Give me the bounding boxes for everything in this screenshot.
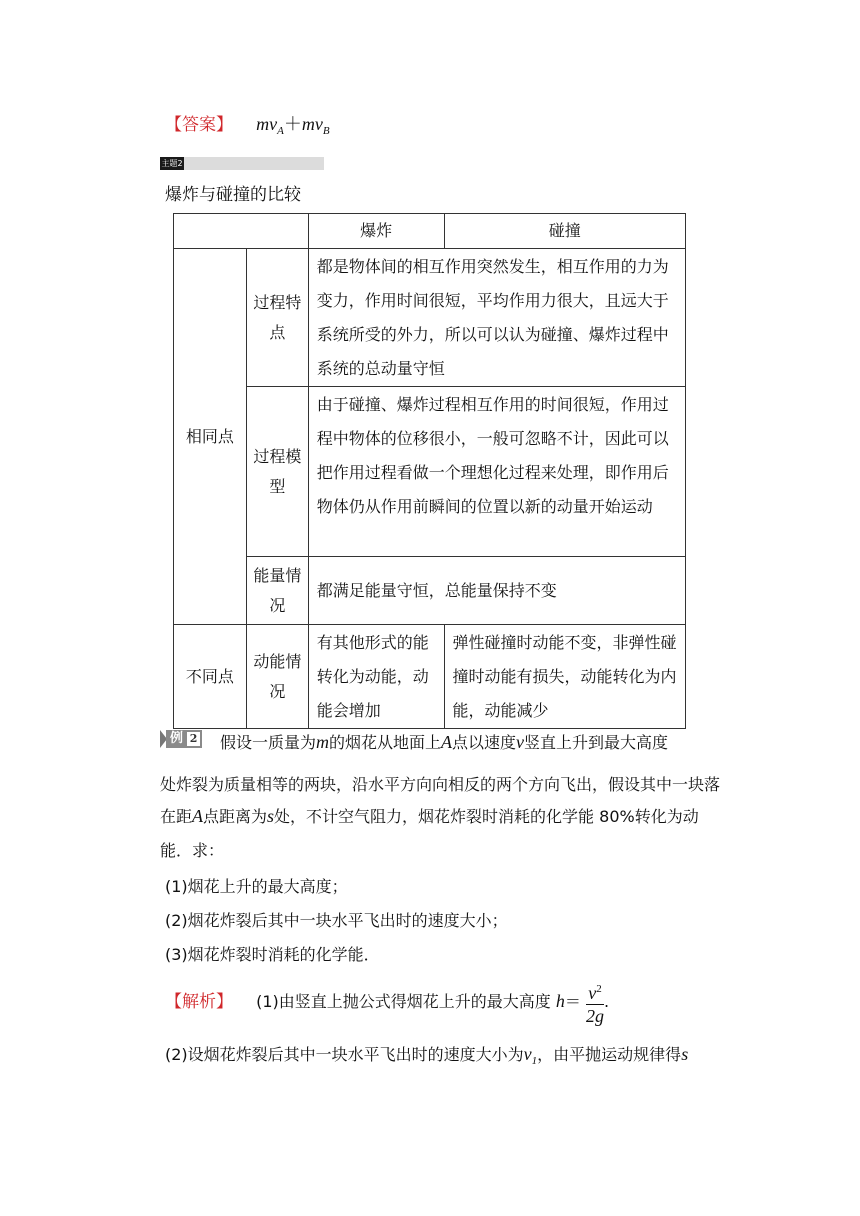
table-header-explosion: 爆炸 [308,214,444,249]
example-line-4: 能．求： [160,841,225,860]
solution-line-2: (2)设烟花炸裂后其中一块水平飞出时的速度大小为$v_1$，由平抛运动规律得s [165,1044,689,1067]
example-line-3: 在距A点距离为s处，不计空气阻力，烟花炸裂时消耗的化学能 80%转化为动 [160,806,699,826]
row-text-process-features: 都是物体间的相互作用突然发生，相互作用的力为变力，作用时间很短，平均作用力很大，且远大于系统所受的外力，所以可以认为碰撞、爆炸过程中系统的总动量守恒 [308,249,685,387]
question-2: (2)烟花炸裂后其中一块水平飞出时的速度大小； [165,911,508,930]
solution-label: 【解析】 [165,992,233,1012]
table-row [174,387,686,557]
table-header-empty [174,214,309,249]
example-line-2: 处炸裂为质量相等的两块，沿水平方向向相反的两个方向飞出，假设其中一块落 [160,775,721,794]
row-label-process-features: 过程特点 [246,249,308,387]
question-3: (3)烟花炸裂时消耗的化学能． [165,945,380,964]
answer-expression: $mv_A+mv_B$ [256,114,330,137]
table-header-row [174,214,686,249]
comparison-table [173,213,686,729]
row-text-energy: 都满足能量守恒，总能量保持不变 [308,557,685,625]
table-row [174,557,686,625]
solution-line-1: 【解析】 (1)由竖直上抛公式得烟花上升的最大高度 h＝ $\frac{v^2}{2g}$ . [165,978,609,1027]
topic-tag: 主题2 [161,159,183,168]
same-label: 相同点 [174,249,247,625]
answer-line [165,110,330,137]
example-number: 2 [187,732,200,746]
cell-explosion-kinetic: 有其他形式的能转化为动能，动能会增加 [308,625,444,729]
table-row [174,625,686,729]
row-label-kinetic: 动能情况 [246,625,308,729]
answer-label: 【答案】 [165,115,233,135]
max-height-fraction: $\frac{v^2}{2g}$ [586,978,604,1027]
table-row [174,249,686,387]
row-text-process-model: 由于碰撞、爆炸过程相互作用的时间很短，作用过程中物体的位移很小，一般可忽略不计，因此可以把作用过程看做一个理想化过程来处理，即作用后物体仍从作用前瞬间的位置以新的动量开始运动 [308,387,685,557]
example-tag: 例 2 [160,730,202,748]
example-line-1: 假设一质量为m的烟花从地面上A点以速度v竖直上升到最大高度 [220,732,669,752]
row-label-energy: 能量情况 [246,557,308,625]
cell-collision-kinetic: 弹性碰撞时动能不变，非弹性碰撞时动能有损失，动能转化为内能，动能减少 [444,625,685,729]
question-1: (1)烟花上升的最大高度； [165,877,348,896]
row-label-process-model: 过程模型 [246,387,308,557]
section-title: 爆炸与碰撞的比较 [165,185,301,205]
diff-label: 不同点 [174,625,247,729]
table-header-collision: 碰撞 [444,214,685,249]
topic-bar [160,157,324,170]
